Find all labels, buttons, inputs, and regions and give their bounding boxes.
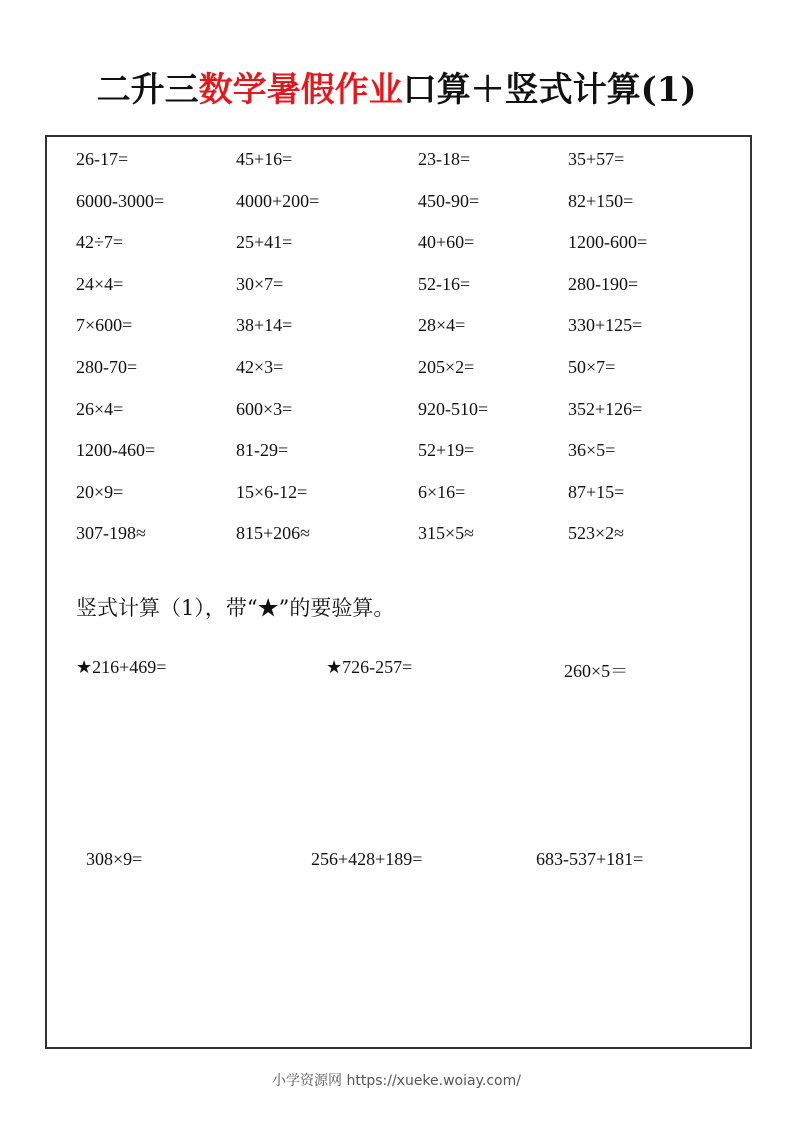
oral-problem: 600×3= xyxy=(236,398,293,419)
oral-problem: 82+150= xyxy=(568,190,634,211)
oral-problem: 6000-3000= xyxy=(76,190,165,211)
oral-problem: 4000+200= xyxy=(236,190,320,211)
oral-problem: 36×5= xyxy=(568,440,616,461)
oral-problem: 45+16= xyxy=(236,149,293,169)
exercise-box xyxy=(45,135,752,1049)
page-title xyxy=(0,62,793,111)
oral-problem: 26×4= xyxy=(76,398,124,419)
oral-problem: 24×4= xyxy=(76,273,124,294)
oral-row xyxy=(47,149,750,179)
oral-problem: 25+41= xyxy=(236,232,293,253)
vertical-problem: ★726-257= xyxy=(326,657,413,677)
title-part-2: 数学暑假作业 xyxy=(198,70,403,110)
oral-problem: 87+15= xyxy=(568,481,625,502)
oral-row xyxy=(47,399,750,429)
oral-row xyxy=(47,274,750,304)
oral-row xyxy=(47,440,750,470)
oral-problem: 307-198≈ xyxy=(76,523,146,544)
oral-problem: 15×6-12= xyxy=(236,481,308,502)
oral-problem: 42×3= xyxy=(236,357,284,377)
oral-problem: 38+14= xyxy=(236,315,293,336)
oral-row xyxy=(47,357,750,387)
oral-problem: 23-18= xyxy=(418,149,471,169)
oral-problem: 315×5≈ xyxy=(418,523,475,544)
title-part-3: 口算＋竖式计算(1) xyxy=(402,70,697,110)
vertical-problem: 260×5＝ xyxy=(564,661,629,681)
oral-problem: 280-70= xyxy=(76,357,138,377)
oral-problem: 1200-600= xyxy=(568,232,648,253)
oral-problem: 1200-460= xyxy=(76,440,156,461)
oral-row xyxy=(47,523,750,553)
footer-source: 小学资源网 https://xueke.woiay.com/ xyxy=(272,1073,521,1089)
vertical-problem: 683-537+181= xyxy=(536,849,644,869)
oral-problem: 52-16= xyxy=(418,273,471,294)
vertical-problem: 256+428+189= xyxy=(311,849,423,869)
oral-problem: 450-90= xyxy=(418,190,480,211)
vertical-problem: ★216+469= xyxy=(76,657,167,677)
oral-problem: 205×2= xyxy=(418,357,475,377)
oral-problem: 81-29= xyxy=(236,440,289,461)
oral-problem: 330+125= xyxy=(568,315,643,336)
oral-row xyxy=(47,191,750,221)
oral-problem: 815+206≈ xyxy=(236,523,311,544)
oral-problem: 352+126= xyxy=(568,398,643,419)
oral-problem: 30×7= xyxy=(236,273,284,294)
oral-problem: 28×4= xyxy=(418,315,466,336)
oral-problem: 523×2≈ xyxy=(568,523,625,544)
vertical-section-heading: 竖式计算（1），带“★”的要验算。 xyxy=(76,596,395,620)
oral-row xyxy=(47,315,750,345)
oral-row xyxy=(47,232,750,262)
oral-problem: 6×16= xyxy=(418,481,466,502)
oral-problem: 280-190= xyxy=(568,273,639,294)
oral-problem: 42÷7= xyxy=(76,232,124,253)
oral-problem: 50×7= xyxy=(568,357,616,377)
oral-problem: 7×600= xyxy=(76,315,133,336)
oral-problem: 52+19= xyxy=(418,440,475,461)
oral-problem: 26-17= xyxy=(76,149,129,169)
oral-problem: 920-510= xyxy=(418,398,489,419)
oral-problem: 40+60= xyxy=(418,232,475,253)
oral-problem: 20×9= xyxy=(76,481,124,502)
oral-row xyxy=(47,482,750,512)
title-part-1: 二升三 xyxy=(96,70,199,110)
vertical-problem: 308×9= xyxy=(86,849,143,869)
oral-problem: 35+57= xyxy=(568,149,625,169)
